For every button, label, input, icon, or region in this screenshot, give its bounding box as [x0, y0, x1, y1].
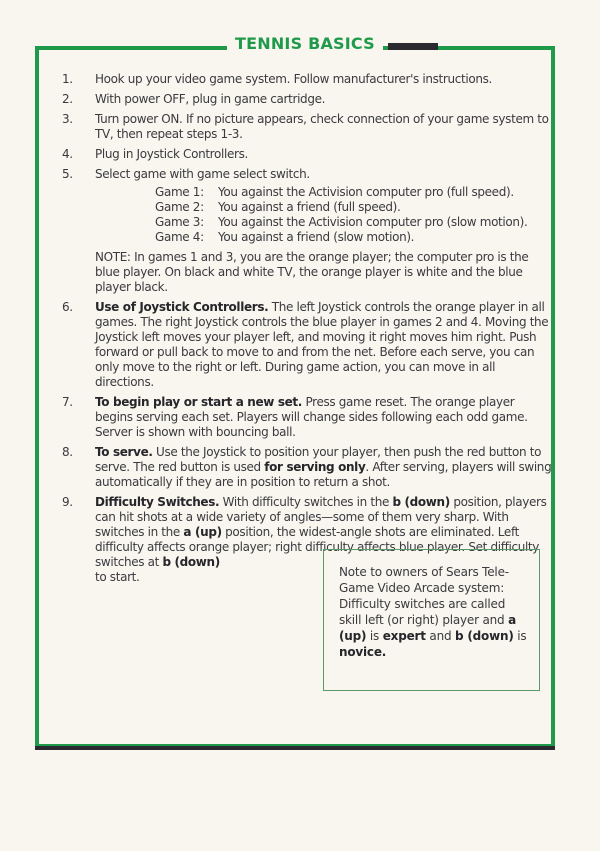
emphasis: b (down)	[455, 629, 514, 643]
step-body: Use the Joystick to position your player, then push the red button to serve. The red button is used	[95, 445, 542, 474]
step-number: 7.	[62, 395, 73, 409]
emphasis: a (up)	[183, 525, 222, 539]
step-5	[62, 167, 552, 182]
step-number: 8.	[62, 445, 73, 459]
step-number: 5.	[62, 167, 73, 181]
step-3	[62, 112, 552, 142]
game-desc: You against a friend (full speed).	[218, 200, 401, 214]
game-label: Game 2:	[155, 200, 204, 214]
step-body: Press game reset. The orange player begins serving each set. Players will change sides following each odd game. Server is shown with bouncing ball.	[95, 395, 528, 439]
game-option	[155, 230, 552, 245]
step-body: position, players can hit shots at a wide variety of angles—some of them very sharp. With switches in the	[95, 495, 547, 539]
step-number: 4.	[62, 147, 73, 161]
step-heading: To serve.	[95, 445, 153, 459]
sears-note-body: Difficulty switches are called skill left (or right) player and a (up) is expert and b (down) is novice.	[339, 597, 527, 659]
step-number: 9.	[62, 495, 73, 509]
instructions-list	[62, 72, 552, 590]
step-body: . After serving, players will swing automatically if they are in position to return a shot.	[95, 460, 552, 489]
emphasis: b (down)	[162, 555, 220, 569]
step-text	[95, 300, 552, 390]
step-text: Plug in Joystick Controllers.	[95, 147, 248, 161]
page-title: TENNIS BASICS	[227, 34, 383, 53]
step-body: position, the widest-angle shots are eliminated. Left difficulty affects orange player; right difficulty affects blue player. Set difficulty switches at	[95, 525, 540, 569]
step-4	[62, 147, 552, 162]
sears-note-box	[323, 549, 540, 691]
title-decorative-bar	[388, 43, 438, 50]
game-desc: You against the Activision computer pro (slow motion).	[218, 215, 528, 229]
step-body: The left Joystick controls the orange player in all games. The right Joystick controls the blue player in games 2 and 4. Moving the Joystick left moves your player left, and moving it right moves him right. Push forward or pull back to move to and from the net. Before each serve, you can only move to the right or left. During game action, you can move in all directions.	[95, 300, 549, 389]
emphasis: expert	[382, 629, 426, 643]
game-label: Game 3:	[155, 215, 204, 229]
game-option	[155, 215, 552, 230]
game-desc: You against a friend (slow motion).	[218, 230, 415, 244]
step-text	[95, 395, 552, 440]
step-6	[62, 300, 552, 390]
step-heading: To begin play or start a new set.	[95, 395, 302, 409]
step-text: Hook up your video game system. Follow manufacturer's instructions.	[95, 72, 492, 86]
emphasis: a (up)	[339, 613, 516, 643]
game-list	[155, 185, 552, 245]
step-heading: Difficulty Switches.	[95, 495, 220, 509]
step-number: 6.	[62, 300, 73, 314]
game-desc: You against the Activision computer pro (full speed).	[218, 185, 514, 199]
step-1	[62, 72, 552, 87]
sears-note-intro: Note to owners of Sears Tele-Game Video Arcade system:	[339, 565, 509, 595]
emphasis: novice.	[339, 645, 387, 659]
step-text	[95, 445, 552, 490]
step-number: 3.	[62, 112, 73, 126]
step-text: With power OFF, plug in game cartridge.	[95, 92, 326, 106]
emphasis: b (down)	[392, 495, 450, 509]
step-body: With difficulty switches in the	[219, 495, 393, 509]
step-heading: Use of Joystick Controllers.	[95, 300, 269, 314]
step-number: 2.	[62, 92, 73, 106]
step-number: 1.	[62, 72, 73, 86]
step-text: Turn power ON. If no picture appears, check connection of your game system to TV, then repeat steps 1-3.	[95, 112, 549, 141]
game-label: Game 4:	[155, 230, 204, 244]
color-note: NOTE: In games 1 and 3, you are the orange player; the computer pro is the blue player. On black and white TV, the orange player is white and the blue player black.	[95, 250, 529, 294]
step-body: to start.	[95, 570, 140, 584]
step-text: Select game with game select switch.	[95, 167, 310, 181]
step-8	[62, 445, 552, 490]
game-option	[155, 200, 552, 215]
emphasis: for serving only	[264, 460, 366, 474]
game-option	[155, 185, 552, 200]
step-7	[62, 395, 552, 440]
game-label: Game 1:	[155, 185, 204, 199]
step-2	[62, 92, 552, 107]
bottom-decorative-bar	[35, 746, 555, 750]
